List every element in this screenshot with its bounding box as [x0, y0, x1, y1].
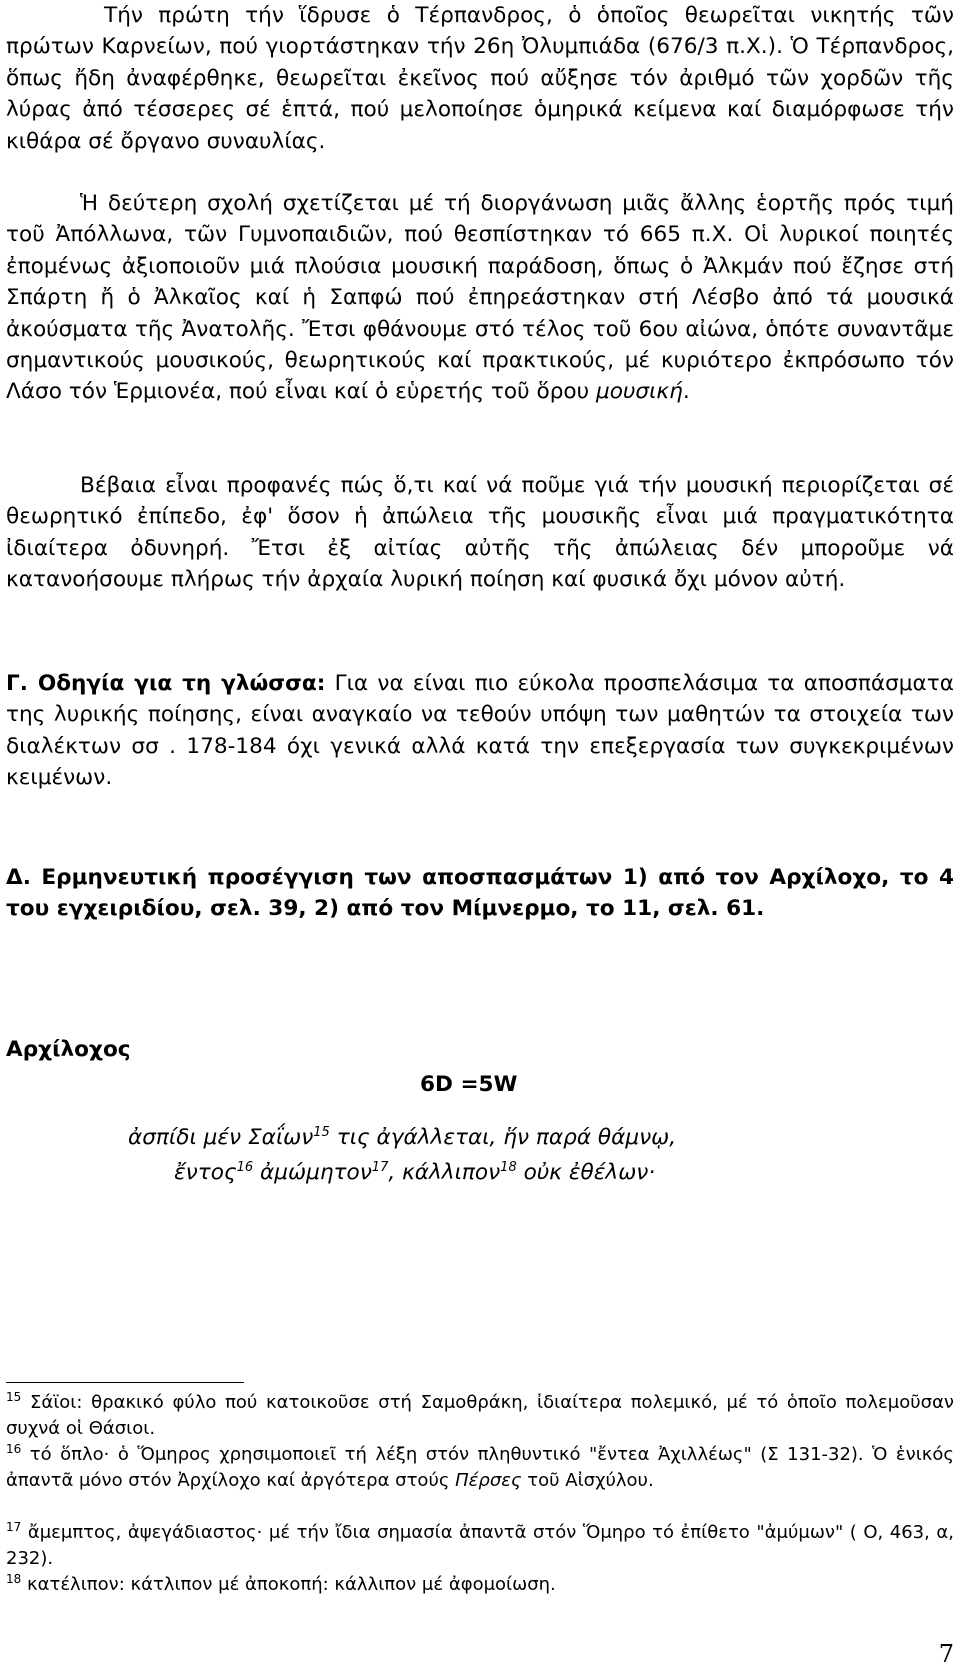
paragraph-loss-of-music	[6, 470, 954, 596]
footnote-16	[6, 1442, 954, 1494]
paragraph-language-guide	[6, 668, 954, 794]
paragraph-interpretation	[6, 862, 954, 925]
footnote-text: κατέλιπον: κάτλιπον μέ ἀποκοπή: κάλλιπον μέ ἀφομοίωση.	[21, 1574, 556, 1595]
footnote-18	[6, 1572, 954, 1598]
poem-text: ἀσπίδι μέν Σαΐων	[128, 1125, 314, 1150]
italic-term: μουσική	[595, 379, 683, 405]
footnote-text: τοῦ Αἰσχύλου.	[521, 1470, 654, 1491]
footnote-ref: 15	[313, 1125, 330, 1140]
footnote-text: ἄμεμπτος, ἀψεγάδιαστος· μέ τήν ἴδια σημασία ἀπαντᾶ στόν Ὅμηρο τό ἐπίθετο "ἀμύμων" ( Ο, 463, α, 232).	[6, 1522, 954, 1569]
poem-line-1	[128, 1120, 676, 1155]
paragraph-text: Τήν πρώτη τήν ἵδρυσε ὁ Τέρπανδρος, ὁ ὁποῖος θεωρεῖται νικητής τῶν πρώτων Καρνείων, πού γιορτάστηκαν τήν 26η Ὀλυμπιάδα (676/3 π.Χ.). Ὁ Τέρπανδρος, ὅπως ἤδη ἀναφέρθηκε, θεωρεῖται ἐκεῖνος πού αὔξησε τόν ἀριθμό τῶν χορδῶν τῆς λύρας ἀπό τέσσερες σέ ἑπτά, πού μελοποίησε ὁμηρικά κείμενα καί διαμόρφωσε τήν κιθάρα σέ ὄργανο συναυλίας.	[6, 3, 954, 154]
poem-text: , κάλλιπον	[388, 1160, 501, 1185]
section-title-archilochus: Αρχίλοχος	[6, 1037, 131, 1062]
meter-notation: 6D =5W	[420, 1072, 518, 1097]
footnote-text: Σάϊοι: θρακικό φύλο πού κατοικοῦσε στή Σαμοθράκη, ἰδιαίτερα πολεμικό, μέ τό ὁποῖο πολεμοῦσαν συχνά οἱ Θάσιοι.	[6, 1392, 954, 1439]
footnote-number: 16	[6, 1442, 22, 1456]
footnote-15	[6, 1390, 954, 1442]
poem-text: οὐκ ἐθέλων·	[516, 1160, 656, 1185]
poem-text: ἔντος	[174, 1160, 237, 1185]
footnote-number: 15	[6, 1390, 22, 1404]
footnote-ref: 18	[500, 1160, 517, 1175]
poem-text: ἀμώμητον	[253, 1160, 372, 1185]
paragraph-terpander	[6, 0, 954, 157]
footnote-number: 18	[6, 1572, 22, 1586]
page-number: 7	[938, 1640, 954, 1668]
footnote-separator	[6, 1382, 244, 1383]
paragraph-text: Για να είναι πιο εύκολα προσπελάσιμα τα αποσπάσματα της λυρικής ποίησης, είναι αναγκαίο να τεθούν υπόψη των μαθητών τα στοιχεία των διαλέκτων σσ . 178-184 όχι γενικά αλλά κατά την επεξεργασία των συγκεκριμένων κειμένων.	[6, 671, 954, 791]
section-heading-delta: Δ. Ερμηνευτική προσέγγιση των αποσπασμάτων 1) από τον Αρχίλοχο, το 4 του εγχειριδίου, σελ. 39, 2) από τον Μίμνερμο, το 11, σελ. 61.	[6, 865, 954, 922]
footnote-17	[6, 1520, 954, 1572]
paragraph-gymnopaedia	[6, 188, 954, 408]
poem-line-2	[174, 1155, 655, 1190]
paragraph-end: .	[682, 379, 690, 405]
paragraph-text: Ἡ δεύτερη σχολή σχετίζεται μέ τή διοργάνωση μιᾶς ἄλλης ἑορτῆς πρός τιμή τοῦ Ἀπόλλωνα, τῶν Γυμνοπαιδιῶν, πού θεσπίστηκαν τό 665 π.Χ. Οἱ λυρικοί ποιητές ἐπομένως ἀξιοποιοῦν μιά πλούσια μουσική παράδοση, ὅπως ὁ Ἀλκμάν πού ἔζησε στή Σπάρτη ἤ ὁ Ἀλκαῖος καί ἡ Σαπφώ πού ἐπηρεάστηκαν στή Λέσβο ἀπό τά μουσικά ἀκούσματα τῆς Ἀνατολῆς. Ἔτσι φθάνουμε στό τέλος τοῦ 6ου αἰώνα, ὁπότε συναντᾶμε σημαντικούς μουσικούς, θεωρητικούς καί πρακτικούς, μέ κυριότερο ἐκπρόσωπο τόν Λάσο τόν Ἑρμιονέα, πού εἶναι καί ὁ εὑρετής τοῦ ὅρου	[6, 191, 954, 405]
footnote-number: 17	[6, 1520, 22, 1534]
footnote-ref: 16	[236, 1160, 254, 1175]
section-heading-gamma: Γ. Οδηγία για τη γλώσσα:	[6, 671, 326, 696]
footnote-text: τό ὅπλο· ὁ Ὅμηρος χρησιμοποιεῖ τή λέξη στόν πληθυντικό "ἔντεα Ἀχιλλέως" (Σ 131-32). Ὁ ἑνικός ἀπαντᾶ μόνο στόν Ἀρχίλοχο καί ἀργότερα στούς	[6, 1444, 954, 1491]
italic-title: Πέρσες	[455, 1470, 522, 1491]
paragraph-text: Βέβαια εἶναι προφανές πώς ὅ,τι καί νά ποῦμε γιά τήν μουσική περιορίζεται σέ θεωρητικό ἐπίπεδο, ἐφ' ὅσον ἡ ἀπώλεια τῆς μουσικῆς εἶναι μιά πραγματικότητα ἰδιαίτερα ὀδυνηρή. Ἔτσι ἐξ αἰτίας αὐτῆς τῆς ἀπώλειας δέν μποροῦμε νά κατανοήσουμε πλήρως τήν ἀρχαία λυρική ποίηση καί φυσικά ὄχι μόνον αὐτή.	[6, 473, 954, 593]
footnote-ref: 17	[371, 1160, 389, 1175]
poem-text: τις ἀγάλλεται, ἥν παρά θάμνῳ,	[329, 1125, 677, 1150]
